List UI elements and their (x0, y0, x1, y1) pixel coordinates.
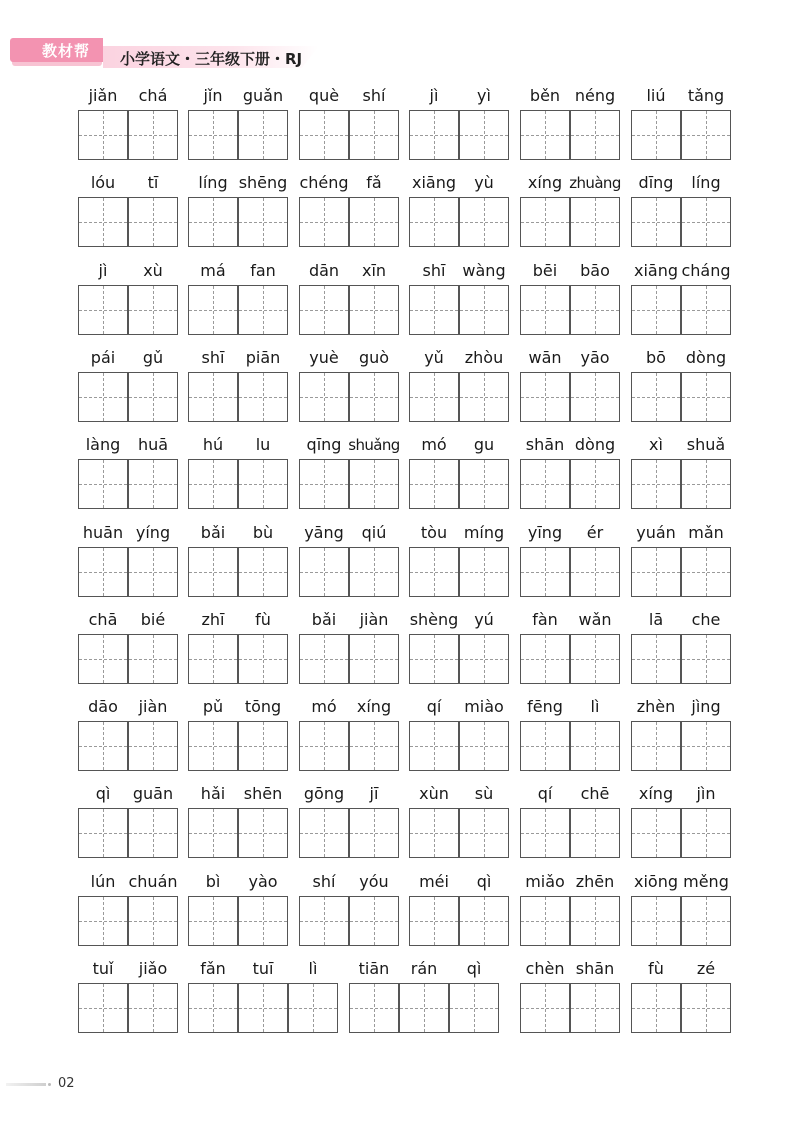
tianzige-box[interactable] (238, 110, 288, 160)
pinyin-label: fǎn (200, 959, 226, 978)
tianzige-box[interactable] (238, 721, 288, 771)
pinyin-label: qí (537, 784, 553, 804)
pinyin-label: chéng (299, 173, 349, 193)
tianzige-box[interactable] (570, 285, 620, 335)
tianzige-box[interactable] (238, 459, 288, 509)
pinyin-label: jī (369, 784, 379, 804)
tianzige-box[interactable] (299, 547, 349, 597)
pinyin-label: gu (473, 435, 495, 455)
tianzige-box[interactable] (459, 197, 509, 247)
pinyin-label: měng (683, 871, 729, 891)
pinyin-label: xiōng (634, 871, 678, 891)
pinyin-label: yóu (359, 871, 389, 891)
pinyin-label: yuán (636, 522, 676, 542)
pinyin-label: shēn (243, 784, 283, 804)
tianzige-box[interactable] (78, 983, 128, 1033)
pinyin-label: chā (88, 609, 118, 629)
tianzige-box[interactable] (681, 285, 731, 335)
pinyin-label: yīng (527, 522, 563, 542)
pinyin-label: yú (474, 609, 494, 629)
tianzige-box[interactable] (520, 721, 570, 771)
tianzige-box[interactable] (570, 721, 620, 771)
tianzige-box[interactable] (238, 372, 288, 422)
tianzige-box[interactable] (520, 896, 570, 946)
pinyin-label: běn (529, 86, 561, 105)
tianzige-box[interactable] (128, 110, 178, 160)
pinyin-label: méi (419, 871, 449, 891)
pinyin-label: xùn (419, 784, 449, 804)
tianzige-box[interactable] (520, 983, 570, 1033)
tianzige-box[interactable] (631, 547, 681, 597)
tianzige-box[interactable] (399, 983, 449, 1033)
pinyin-label: piān (245, 347, 281, 367)
pinyin-label: shān (525, 435, 565, 455)
tianzige-box[interactable] (349, 197, 399, 247)
pinyin-label: wǎn (578, 609, 612, 629)
pinyin-label: hú (202, 435, 224, 455)
pinyin-label: zé (696, 959, 716, 978)
pinyin-label: chuán (128, 871, 178, 891)
tianzige-box[interactable] (520, 459, 570, 509)
tianzige-box[interactable] (78, 808, 128, 858)
tianzige-box[interactable] (631, 634, 681, 684)
tianzige-box[interactable] (299, 459, 349, 509)
tianzige-box[interactable] (299, 634, 349, 684)
pinyin-label: yāo (580, 347, 610, 367)
tianzige-box[interactable] (681, 372, 731, 422)
tianzige-box[interactable] (238, 285, 288, 335)
tianzige-box[interactable] (78, 285, 128, 335)
pinyin-label: tuī (252, 959, 274, 978)
pinyin-label: zhòu (464, 347, 504, 367)
pinyin-label: tǎng (687, 86, 725, 105)
pinyin-label: qì (95, 784, 111, 804)
tianzige-box[interactable] (78, 721, 128, 771)
tianzige-box[interactable] (681, 721, 731, 771)
tianzige-box[interactable] (459, 285, 509, 335)
tianzige-box[interactable] (128, 721, 178, 771)
pinyin-label: jìn (696, 784, 716, 804)
tianzige-box[interactable] (128, 547, 178, 597)
pinyin-label: néng (574, 86, 616, 105)
tianzige-box[interactable] (299, 285, 349, 335)
tianzige-box[interactable] (570, 372, 620, 422)
pinyin-label: chá (138, 86, 168, 105)
pinyin-label: míng (463, 522, 505, 542)
pinyin-label: shī (201, 347, 225, 367)
pinyin-label: lì (308, 959, 318, 978)
pinyin-label: tōng (244, 697, 282, 717)
tianzige-box[interactable] (188, 634, 238, 684)
pinyin-label: shí (362, 86, 386, 105)
pinyin-label: yāng (304, 522, 344, 542)
tianzige-box[interactable] (681, 896, 731, 946)
tianzige-box[interactable] (238, 547, 288, 597)
pinyin-label: líng (198, 173, 228, 193)
tianzige-box[interactable] (681, 197, 731, 247)
pinyin-label: miǎo (525, 871, 565, 891)
tianzige-box[interactable] (459, 547, 509, 597)
pinyin-label: zhī (201, 609, 225, 629)
pinyin-label: yuè (309, 347, 339, 367)
tianzige-box[interactable] (299, 197, 349, 247)
tianzige-box[interactable] (128, 459, 178, 509)
tianzige-box[interactable] (520, 110, 570, 160)
tianzige-box[interactable] (349, 983, 399, 1033)
tianzige-box[interactable] (459, 721, 509, 771)
pinyin-label: qì (466, 959, 482, 978)
tianzige-box[interactable] (78, 896, 128, 946)
tianzige-box[interactable] (78, 372, 128, 422)
tianzige-box[interactable] (78, 110, 128, 160)
tianzige-box[interactable] (631, 285, 681, 335)
pinyin-label: yǔ (424, 347, 444, 367)
pinyin-label: bù (252, 522, 274, 542)
pinyin-label: jìng (691, 697, 721, 717)
tianzige-box[interactable] (409, 634, 459, 684)
tianzige-box[interactable] (288, 983, 338, 1033)
tianzige-box[interactable] (409, 110, 459, 160)
tianzige-box[interactable] (570, 197, 620, 247)
tianzige-box[interactable] (459, 808, 509, 858)
tianzige-box[interactable] (520, 285, 570, 335)
pinyin-label: lóu (90, 173, 116, 193)
tianzige-box[interactable] (78, 547, 128, 597)
tianzige-box[interactable] (681, 547, 731, 597)
pinyin-label: xiāng (633, 260, 678, 280)
pinyin-label: dīng (638, 173, 674, 193)
tianzige-box[interactable] (520, 634, 570, 684)
pinyin-label: xì (649, 435, 663, 455)
tianzige-box[interactable] (520, 197, 570, 247)
pinyin-label: bǎi (200, 522, 226, 542)
pinyin-label: wàng (462, 260, 506, 280)
tianzige-box[interactable] (520, 372, 570, 422)
tianzige-box[interactable] (459, 372, 509, 422)
pinyin-label: yíng (135, 522, 171, 542)
pinyin-label: yào (248, 871, 278, 891)
tianzige-box[interactable] (349, 547, 399, 597)
tianzige-box[interactable] (570, 547, 620, 597)
tianzige-box[interactable] (570, 634, 620, 684)
tianzige-box[interactable] (409, 372, 459, 422)
pinyin-label: jiàn (359, 609, 389, 629)
tianzige-box[interactable] (349, 459, 399, 509)
pinyin-label: xù (143, 260, 163, 280)
tianzige-box[interactable] (681, 110, 731, 160)
tianzige-box[interactable] (128, 896, 178, 946)
tianzige-box[interactable] (459, 634, 509, 684)
pinyin-label: rán (410, 959, 438, 978)
tianzige-box[interactable] (238, 808, 288, 858)
pinyin-label: huān (82, 522, 124, 542)
tianzige-box[interactable] (188, 372, 238, 422)
tianzige-box[interactable] (631, 459, 681, 509)
pinyin-label: qīng (306, 435, 342, 455)
tianzige-box[interactable] (128, 285, 178, 335)
pinyin-label: xiāng (411, 173, 456, 193)
tianzige-box[interactable] (188, 285, 238, 335)
pinyin-label: lì (590, 697, 600, 717)
pinyin-label: guǎn (242, 86, 284, 105)
tianzige-box[interactable] (349, 110, 399, 160)
tianzige-box[interactable] (349, 721, 399, 771)
pinyin-label: mó (311, 697, 337, 717)
pinyin-label: wān (528, 347, 562, 367)
pinyin-label: cháng (681, 260, 731, 280)
pinyin-label: bǎi (311, 609, 337, 629)
pinyin-label: shuǎ (686, 435, 726, 455)
tianzige-box[interactable] (188, 896, 238, 946)
pinyin-label: tī (147, 173, 159, 193)
pinyin-label: jì (429, 86, 439, 105)
tianzige-box[interactable] (631, 721, 681, 771)
pinyin-label: chèn (525, 959, 565, 978)
tianzige-box[interactable] (188, 547, 238, 597)
pinyin-label: yì (477, 86, 491, 105)
tianzige-box[interactable] (238, 197, 288, 247)
tianzige-box[interactable] (299, 896, 349, 946)
pinyin-label: gǔ (142, 347, 164, 367)
pinyin-label: dāo (88, 697, 118, 717)
book-title: 小学语文・三年级下册・RJ (120, 50, 303, 68)
pinyin-label: qí (426, 697, 442, 717)
footer-dot (48, 1083, 51, 1086)
pinyin-label: tuǐ (92, 959, 114, 978)
pinyin-label: xíng (638, 784, 674, 804)
pinyin-label: tiān (358, 959, 390, 978)
tianzige-box[interactable] (188, 983, 238, 1033)
pinyin-label: jǐn (203, 86, 223, 105)
pinyin-label: zhēn (575, 871, 615, 891)
tianzige-box[interactable] (681, 983, 731, 1033)
tianzige-box[interactable] (238, 983, 288, 1033)
pinyin-label: zhuàng (569, 174, 621, 193)
pinyin-label: ér (586, 522, 604, 542)
tianzige-box[interactable] (78, 459, 128, 509)
tianzige-box[interactable] (128, 372, 178, 422)
tianzige-box[interactable] (188, 459, 238, 509)
tianzige-box[interactable] (409, 197, 459, 247)
pinyin-label: què (308, 86, 340, 105)
pinyin-label: má (200, 260, 226, 280)
tianzige-box[interactable] (349, 285, 399, 335)
pinyin-label: xíng (527, 173, 563, 193)
pinyin-label: pái (90, 347, 116, 367)
tianzige-box[interactable] (570, 459, 620, 509)
pinyin-label: shēng (238, 173, 288, 193)
tianzige-box[interactable] (238, 634, 288, 684)
pinyin-label: fǎ (366, 173, 382, 193)
tianzige-box[interactable] (631, 896, 681, 946)
tianzige-box[interactable] (299, 721, 349, 771)
tianzige-box[interactable] (459, 110, 509, 160)
tianzige-box[interactable] (78, 197, 128, 247)
tianzige-box[interactable] (409, 808, 459, 858)
pinyin-label: bāo (580, 260, 610, 280)
pinyin-label: jiàn (138, 697, 168, 717)
pinyin-label: shèng (409, 609, 459, 629)
pinyin-label: lún (90, 871, 116, 891)
tianzige-box[interactable] (570, 983, 620, 1033)
pinyin-label: guān (132, 784, 174, 804)
pinyin-label: pǔ (202, 697, 224, 717)
tianzige-box[interactable] (128, 983, 178, 1033)
brand-tag-label: 教材帮 (42, 42, 91, 60)
pinyin-label: hǎi (200, 784, 226, 804)
tianzige-box[interactable] (188, 808, 238, 858)
pinyin-label: gōng (303, 784, 345, 804)
pinyin-label: dān (308, 260, 340, 280)
tianzige-box[interactable] (409, 459, 459, 509)
tianzige-box[interactable] (349, 372, 399, 422)
pinyin-label: fù (648, 959, 664, 978)
tianzige-box[interactable] (631, 808, 681, 858)
pinyin-label: lā (648, 609, 664, 629)
tianzige-box[interactable] (520, 547, 570, 597)
pinyin-label: fan (250, 260, 276, 280)
pinyin-label: dòng (685, 347, 727, 367)
tianzige-box[interactable] (570, 110, 620, 160)
tianzige-box[interactable] (520, 808, 570, 858)
pinyin-label: bié (140, 609, 166, 629)
pinyin-label: tòu (420, 522, 448, 542)
tianzige-box[interactable] (459, 459, 509, 509)
pinyin-label: shān (575, 959, 615, 978)
tianzige-box[interactable] (449, 983, 499, 1033)
tianzige-box[interactable] (681, 808, 731, 858)
tianzige-box[interactable] (409, 285, 459, 335)
tianzige-box[interactable] (128, 634, 178, 684)
tianzige-box[interactable] (238, 896, 288, 946)
tianzige-box[interactable] (188, 721, 238, 771)
tianzige-box[interactable] (188, 197, 238, 247)
pinyin-label: bì (205, 871, 221, 891)
pinyin-label: fēng (527, 697, 563, 717)
pinyin-label: líng (691, 173, 721, 193)
pinyin-label: qì (476, 871, 492, 891)
tianzige-box[interactable] (631, 110, 681, 160)
tianzige-box[interactable] (631, 372, 681, 422)
pinyin-label: làng (85, 435, 121, 455)
tianzige-box[interactable] (349, 808, 399, 858)
tianzige-box[interactable] (681, 459, 731, 509)
pinyin-label: liú (646, 86, 666, 105)
pinyin-label: bō (646, 347, 666, 367)
pinyin-label: xíng (356, 697, 392, 717)
pinyin-label: miào (464, 697, 504, 717)
tianzige-box[interactable] (409, 721, 459, 771)
tianzige-box[interactable] (409, 547, 459, 597)
tianzige-box[interactable] (349, 896, 399, 946)
pinyin-label: jì (98, 260, 108, 280)
pinyin-label: fù (255, 609, 271, 629)
tianzige-box[interactable] (128, 197, 178, 247)
tianzige-box[interactable] (459, 896, 509, 946)
pinyin-label: shī (422, 260, 446, 280)
tianzige-box[interactable] (349, 634, 399, 684)
tianzige-box[interactable] (299, 372, 349, 422)
pinyin-label: mǎn (688, 522, 724, 542)
tianzige-box[interactable] (681, 634, 731, 684)
pinyin-label: bēi (532, 260, 558, 280)
tianzige-box[interactable] (631, 983, 681, 1033)
pinyin-label: fàn (532, 609, 558, 629)
tianzige-box[interactable] (631, 197, 681, 247)
pinyin-label: yù (474, 173, 494, 193)
tianzige-box[interactable] (128, 808, 178, 858)
tianzige-box[interactable] (78, 634, 128, 684)
pinyin-label: zhèn (636, 697, 676, 717)
tianzige-box[interactable] (188, 110, 238, 160)
pinyin-label: xīn (361, 260, 387, 280)
tianzige-box[interactable] (409, 896, 459, 946)
pinyin-label: lu (255, 435, 271, 455)
tianzige-box[interactable] (570, 808, 620, 858)
pinyin-label: shuǎng (348, 436, 400, 455)
pinyin-label: sù (474, 784, 494, 804)
pinyin-label: che (691, 609, 721, 629)
pinyin-label: qiú (361, 522, 387, 542)
tianzige-box[interactable] (299, 110, 349, 160)
pinyin-label: shí (312, 871, 336, 891)
page-number: 02 (58, 1076, 75, 1091)
pinyin-label: dòng (574, 435, 616, 455)
pinyin-label: guò (358, 347, 390, 367)
pinyin-label: chē (580, 784, 610, 804)
footer-line (6, 1083, 46, 1086)
tianzige-box[interactable] (570, 896, 620, 946)
pinyin-label: huā (137, 435, 169, 455)
pinyin-label: jiǎo (138, 959, 168, 978)
tianzige-box[interactable] (299, 808, 349, 858)
pinyin-label: mó (421, 435, 447, 455)
pinyin-label: jiǎn (88, 86, 118, 105)
